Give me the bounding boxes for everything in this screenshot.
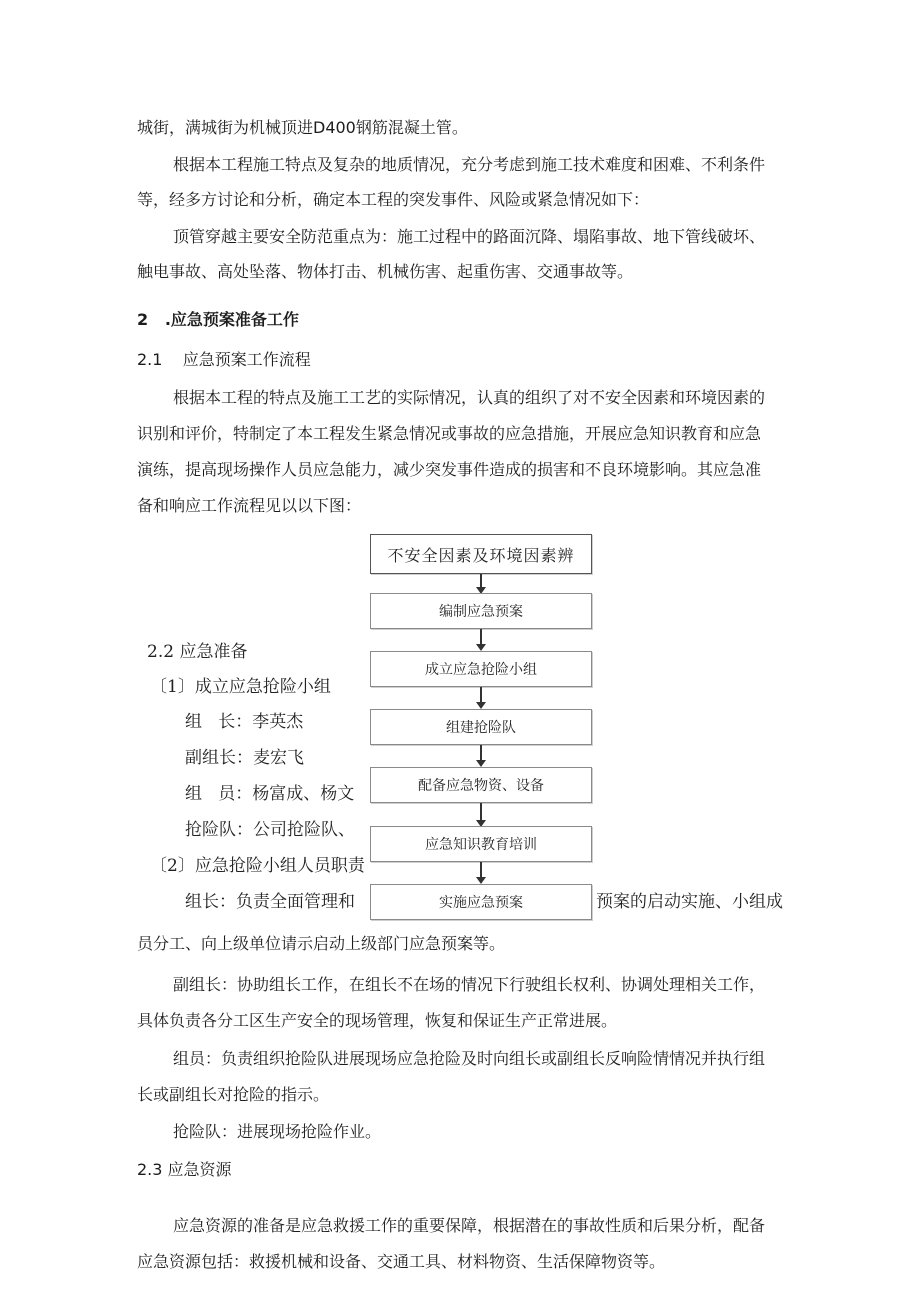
paragraph-line: 组员：负责组织抢险队进展现场应急抢险及时向组长或副组长反响险情情况并执行组 bbox=[173, 1049, 766, 1068]
arrow-down-icon bbox=[480, 803, 482, 821]
paragraph-line: 备和响应工作流程见以以下图： bbox=[137, 496, 362, 515]
paragraph-line: 顶管穿越主要安全防范重点为：施工过程中的路面沉降、塌陷事故、地下管线破坏、 bbox=[173, 227, 766, 246]
paragraph-line: 预案的启动实施、小组成 bbox=[596, 892, 783, 912]
paragraph-line: 应急资源包括：救援机械和设备、交通工具、材料物资、生活保障物资等。 bbox=[137, 1252, 666, 1271]
section-heading: 2 .应急预案准备工作 bbox=[137, 310, 299, 329]
subsection-heading: 2.3 应急资源 bbox=[137, 1160, 232, 1179]
flowchart-box: 成立应急抢险小组 bbox=[370, 651, 592, 687]
paragraph-line: 根据本工程的特点及施工工艺的实际情况，认真的组织了对不安全因素和环境因素的 bbox=[173, 388, 766, 407]
flowchart-box: 应急知识教育培训 bbox=[370, 826, 592, 862]
paragraph-line: 副组长：协助组长工作，在组长不在场的情况下行驶组长权利、协调处理相关工作， bbox=[173, 975, 766, 994]
paragraph-line: 应急资源的准备是应急救援工作的重要保障，根据潜在的事故性质和后果分析，配备 bbox=[173, 1216, 766, 1235]
paragraph-line: 具体负责各分工区生产安全的现场管理，恢复和保证生产正常进展。 bbox=[137, 1011, 618, 1030]
arrow-down-icon bbox=[480, 687, 482, 703]
flowchart-box: 实施应急预案 bbox=[370, 884, 592, 920]
arrow-down-icon bbox=[480, 629, 482, 645]
subsection-heading: 2.2 应急准备 bbox=[147, 642, 248, 662]
list-item: 副组长：麦宏飞 bbox=[185, 748, 304, 768]
list-item: 〔1〕成立应急抢险小组 bbox=[150, 677, 331, 697]
flowchart-box: 配备应急物资、设备 bbox=[370, 767, 592, 803]
paragraph-line: 抢险队：进展现场抢险作业。 bbox=[173, 1122, 382, 1141]
arrow-down-icon bbox=[480, 745, 482, 761]
arrow-down-icon bbox=[480, 862, 482, 878]
list-item: 组 员：杨富成、杨文 bbox=[185, 784, 355, 804]
paragraph-line: 员分工、向上级单位请示启动上级部门应急预案等。 bbox=[137, 934, 506, 953]
arrow-down-icon bbox=[480, 574, 482, 588]
paragraph-line: 组长：负责全面管理和 bbox=[185, 892, 355, 912]
paragraph-line: 触电事故、高处坠落、物体打击、机械伤害、起重伤害、交通事故等。 bbox=[137, 262, 634, 281]
paragraph-line: 长或副组长对抢险的指示。 bbox=[137, 1085, 330, 1104]
paragraph-line: 等，经多方讨论和分析，确定本工程的突发事件、风险或紧急情况如下： bbox=[137, 190, 650, 209]
paragraph-line: 识别和评价，特制定了本工程发生紧急情况或事故的应急措施，开展应急知识教育和应急 bbox=[137, 424, 762, 443]
subsection-heading: 2.1 应急预案工作流程 bbox=[137, 350, 311, 369]
flowchart-box: 编制应急预案 bbox=[370, 593, 592, 629]
list-item: 组 长：李英杰 bbox=[185, 712, 304, 732]
paragraph-line: 演练，提高现场操作人员应急能力，减少突发事件造成的损害和不良环境影响。其应急准 bbox=[137, 460, 762, 479]
list-item: 〔2〕应急抢险小组人员职责 bbox=[150, 856, 365, 876]
paragraph-line: 城街，满城街为机械顶进D400钢筋混凝土管。 bbox=[137, 118, 468, 137]
flowchart-box: 组建抢险队 bbox=[370, 709, 592, 745]
flowchart-box: 不安全因素及环境因素辨 bbox=[370, 534, 592, 574]
list-item: 抢险队：公司抢险队、 bbox=[185, 820, 355, 840]
paragraph-line: 根据本工程施工特点及复杂的地质情况，充分考虑到施工技术难度和困难、不利条件 bbox=[173, 155, 766, 174]
